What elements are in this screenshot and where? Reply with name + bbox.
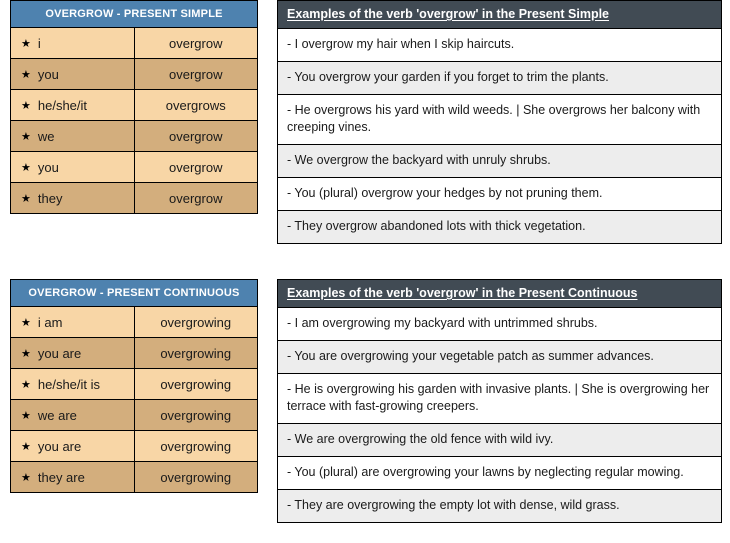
example-row [278, 424, 722, 457]
table-row [11, 369, 258, 400]
pronoun-label: we are [37, 407, 77, 423]
verb-form-cell: overgrowing [134, 307, 258, 338]
pronoun-label: i [37, 35, 41, 51]
table-row [11, 307, 258, 338]
conjugation-table-header-row [11, 1, 258, 28]
pronoun-label: he/she/it [37, 97, 88, 113]
example-sentence: - They overgrow abandoned lots with thick vegetation. [278, 211, 722, 244]
verb-form-cell: overgrowing [134, 462, 258, 493]
example-row [278, 374, 722, 424]
table-row [11, 90, 258, 121]
star-icon: ★ [21, 192, 31, 205]
example-sentence: - He is overgrowing his garden with invasive plants. | She is overgrowing her terrace with fast-growing creepers. [278, 374, 722, 424]
block-spacer [0, 244, 730, 279]
pronoun-label: you are [37, 345, 82, 361]
example-sentence: - We are overgrowing the old fence with wild ivy. [278, 424, 722, 457]
pronoun-label: i am [37, 314, 63, 330]
example-sentence: - You (plural) overgrow your hedges by not pruning them. [278, 178, 722, 211]
verb-form-cell: overgrow [134, 59, 258, 90]
star-icon: ★ [21, 440, 31, 453]
pronoun-label: they [37, 190, 63, 206]
table-row [11, 338, 258, 369]
example-sentence: - They are overgrowing the empty lot with dense, wild grass. [278, 490, 722, 523]
conjugation-table-title: OVERGROW - PRESENT SIMPLE [11, 1, 258, 28]
examples-title [278, 280, 722, 308]
table-row [11, 28, 258, 59]
verb-block-present-continuous [0, 279, 730, 523]
pronoun-label: you [37, 159, 59, 175]
verb-form-cell: overgrow [134, 28, 258, 59]
example-row [278, 211, 722, 244]
example-sentence: - You are overgrowing your vegetable patch as summer advances. [278, 341, 722, 374]
pronoun-label: he/she/it is [37, 376, 101, 392]
pronoun-cell [11, 307, 135, 338]
star-icon: ★ [21, 316, 31, 329]
table-row [11, 462, 258, 493]
verb-form-cell: overgrowing [134, 338, 258, 369]
example-row [278, 308, 722, 341]
pronoun-cell [11, 338, 135, 369]
star-icon: ★ [21, 378, 31, 391]
example-sentence: - He overgrows his yard with wild weeds. | She overgrows her balcony with creeping vines. [278, 95, 722, 145]
pronoun-cell [11, 28, 135, 59]
conjugation-table-present-continuous [10, 279, 258, 493]
example-row [278, 62, 722, 95]
example-row [278, 178, 722, 211]
verb-form-cell: overgrow [134, 152, 258, 183]
conjugation-table-header-row [11, 280, 258, 307]
pronoun-cell [11, 183, 135, 214]
table-row [11, 183, 258, 214]
example-row [278, 341, 722, 374]
star-icon: ★ [21, 347, 31, 360]
verb-form-cell: overgrowing [134, 369, 258, 400]
pronoun-cell [11, 152, 135, 183]
pronoun-cell [11, 90, 135, 121]
example-row [278, 29, 722, 62]
star-icon: ★ [21, 130, 31, 143]
example-sentence: - You (plural) are overgrowing your lawns by neglecting regular mowing. [278, 457, 722, 490]
star-icon: ★ [21, 68, 31, 81]
star-icon: ★ [21, 471, 31, 484]
pronoun-cell [11, 59, 135, 90]
table-row [11, 431, 258, 462]
table-row [11, 152, 258, 183]
example-row [278, 490, 722, 523]
pronoun-cell [11, 431, 135, 462]
star-icon: ★ [21, 161, 31, 174]
pronoun-label: we [37, 128, 55, 144]
verb-form-cell: overgrow [134, 183, 258, 214]
pronoun-label: you are [37, 438, 82, 454]
pronoun-label: they are [37, 469, 85, 485]
examples-header-row [278, 1, 722, 29]
pronoun-cell [11, 462, 135, 493]
table-row [11, 121, 258, 152]
examples-header-row [278, 280, 722, 308]
example-row [278, 145, 722, 178]
table-row [11, 59, 258, 90]
examples-title-text: Examples of the verb 'overgrow' in the Present Continuous [287, 286, 638, 300]
examples-table-present-continuous [277, 279, 722, 523]
star-icon: ★ [21, 37, 31, 50]
examples-title [278, 1, 722, 29]
verb-block-present-simple [0, 0, 730, 244]
table-row [11, 400, 258, 431]
example-sentence: - I am overgrowing my backyard with untrimmed shrubs. [278, 308, 722, 341]
example-sentence: - You overgrow your garden if you forget to trim the plants. [278, 62, 722, 95]
examples-title-text: Examples of the verb 'overgrow' in the Present Simple [287, 7, 610, 21]
verb-form-cell: overgrows [134, 90, 258, 121]
conjugation-table-present-simple [10, 0, 258, 214]
verb-form-cell: overgrow [134, 121, 258, 152]
example-sentence: - We overgrow the backyard with unruly shrubs. [278, 145, 722, 178]
pronoun-cell [11, 369, 135, 400]
verb-form-cell: overgrowing [134, 400, 258, 431]
star-icon: ★ [21, 99, 31, 112]
example-row [278, 95, 722, 145]
examples-table-present-simple [277, 0, 722, 244]
verb-form-cell: overgrowing [134, 431, 258, 462]
example-row [278, 457, 722, 490]
star-icon: ★ [21, 409, 31, 422]
pronoun-cell [11, 400, 135, 431]
pronoun-label: you [37, 66, 59, 82]
example-sentence: - I overgrow my hair when I skip haircuts. [278, 29, 722, 62]
pronoun-cell [11, 121, 135, 152]
conjugation-table-title: OVERGROW - PRESENT CONTINUOUS [11, 280, 258, 307]
